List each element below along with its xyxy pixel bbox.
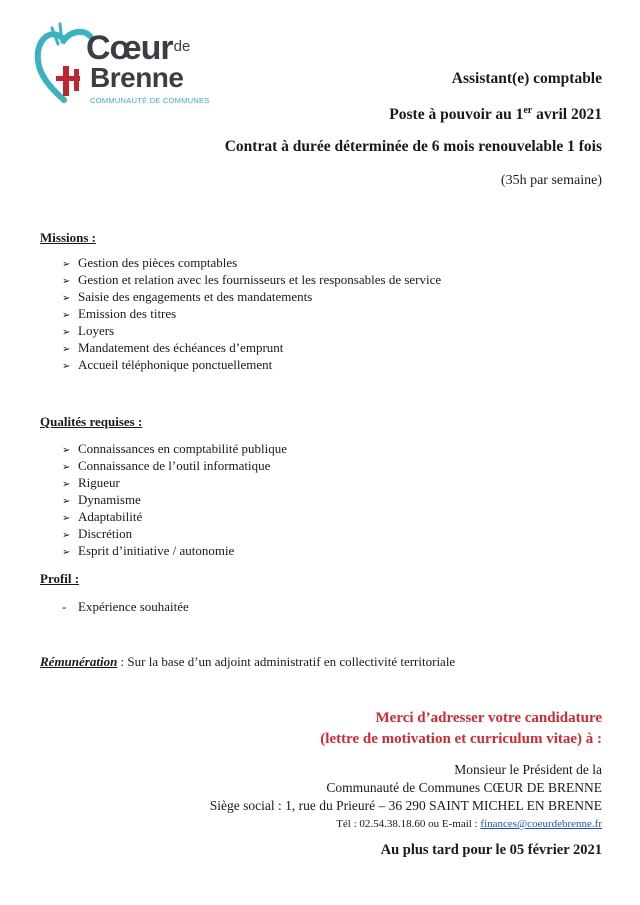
logo-word-coeur: Cœur$^{de}$ (86, 29, 191, 67)
list-item: ➢ Accueil téléphonique ponctuellement (62, 356, 441, 373)
weekly-hours: (35h par semaine) (500, 173, 602, 188)
list-item: ➢ Gestion des pièces comptables (62, 254, 441, 271)
email-link[interactable]: finances@coeurdebrenne.fr (480, 818, 602, 830)
remuneration-text: Sur la base d’un adjoint administratif en collectivité territoriale (127, 654, 456, 669)
application-documents: (lettre de motivation et curriculum vitae) à : (320, 731, 602, 747)
list-item: ➢ Loyers (62, 322, 441, 339)
arrowhead-bullet-icon: ➢ (62, 496, 71, 507)
list-item: - Expérience souhaitée (62, 599, 189, 614)
list-item: ➢ Rigueur (62, 474, 287, 491)
arrowhead-bullet-icon: ➢ (62, 462, 71, 473)
arrowhead-bullet-icon: ➢ (62, 344, 71, 355)
arrowhead-bullet-icon: ➢ (62, 327, 71, 338)
arrowhead-bullet-icon: ➢ (62, 513, 71, 524)
recipient-organization: Communauté de Communes CŒUR DE BRENNE (326, 780, 602, 795)
application-deadline: Au plus tard pour le 05 février 2021 (380, 842, 602, 858)
arrowhead-bullet-icon: ➢ (62, 530, 71, 541)
missions-heading: Missions : (40, 230, 96, 245)
contract-type: Contrat à durée déterminée de 6 mois renouvelable 1 fois (224, 138, 602, 155)
remuneration-label: Rémunération (40, 654, 118, 669)
list-item: ➢ Adaptabilité (62, 508, 287, 525)
missions-list (62, 254, 441, 373)
dash-bullet: - (62, 599, 67, 614)
list-item: ➢ Gestion et relation avec les fournisseurs et les responsables de service (62, 271, 441, 288)
list-item: ➢ Connaissance de l’outil informatique (62, 457, 287, 474)
start-date: Poste à pouvoir au 1er avril 2021 (389, 105, 602, 124)
arrowhead-bullet-icon: ➢ (62, 361, 71, 372)
organization-logo (34, 22, 214, 112)
list-item: ➢ Discrétion (62, 525, 287, 542)
logo-word-de: de (173, 38, 191, 55)
arrowhead-bullet-icon: ➢ (62, 310, 71, 321)
list-item: ➢ Mandatement des échéances d’emprunt (62, 339, 441, 356)
arrowhead-bullet-icon: ➢ (62, 259, 71, 270)
list-item: ➢ Connaissances en comptabilité publique (62, 440, 287, 457)
profile-heading: Profil : (40, 571, 80, 586)
list-item: ➢ Emission des titres (62, 305, 441, 322)
arrowhead-bullet-icon: ➢ (62, 293, 71, 304)
logo-tagline: COMMUNAUTÉ DE COMMUNES (90, 96, 210, 105)
heart-cross-logo-icon (34, 22, 94, 112)
arrowhead-bullet-icon: ➢ (62, 445, 71, 456)
arrowhead-bullet-icon: ➢ (62, 479, 71, 490)
recipient-address: Siège social : 1, rue du Prieuré – 36 290 SAINT MICHEL EN BRENNE (209, 798, 602, 813)
list-item: ➢ Esprit d’initiative / autonomie (62, 542, 287, 559)
remuneration-line: Rémunération : Sur la base d’un adjoint administratif en collectivité territoriale (40, 654, 456, 669)
application-call: Merci d’adresser votre candidature (375, 710, 602, 726)
arrowhead-bullet-icon: ➢ (62, 547, 71, 558)
list-item: ➢ Saisie des engagements et des mandatements (62, 288, 441, 305)
job-title: Assistant(e) comptable (451, 70, 602, 87)
profile-list (62, 598, 189, 615)
arrowhead-bullet-icon: ➢ (62, 276, 71, 287)
recipient-line: Monsieur le Président de la (454, 762, 602, 777)
contact-line: Tél : 02.54.38.18.60 ou E-mail : finances@coeurdebrenne.fr (336, 818, 602, 830)
logo-word-brenne: Brenne (90, 62, 184, 93)
list-item: ➢ Dynamisme (62, 491, 287, 508)
qualities-list (62, 440, 287, 559)
qualities-heading: Qualités requises : (40, 414, 143, 429)
